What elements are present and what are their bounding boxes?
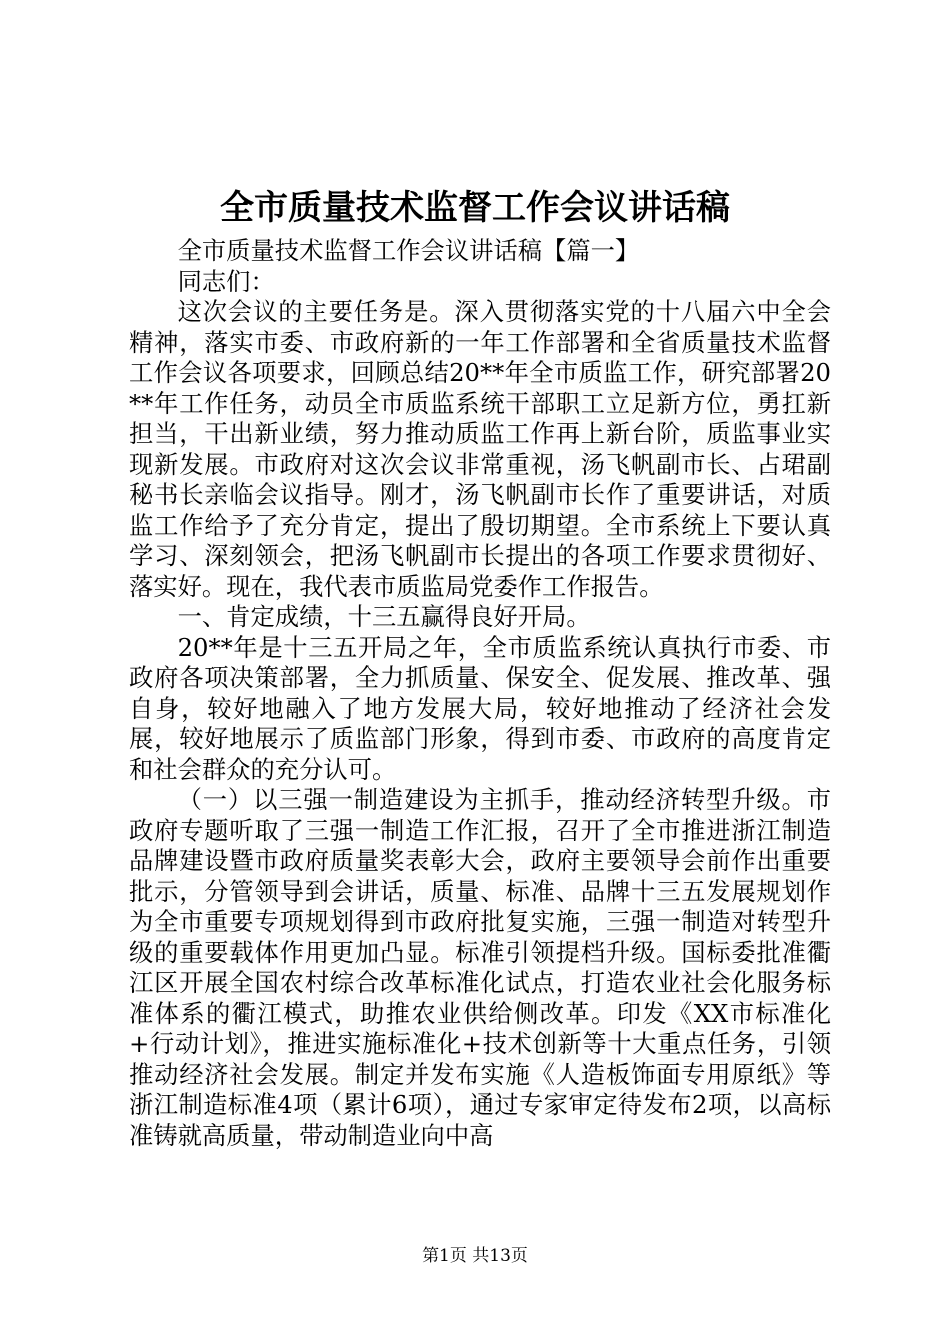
document-body: [129, 236, 831, 1151]
subheading: 一、肯定成绩，十三五赢得良好开局。: [177, 602, 591, 631]
document-title: 全市质量技术监督工作会议讲话稿: [220, 188, 730, 228]
salutation: 同志们：: [177, 266, 275, 296]
page-number: 第1页 共13页: [422, 1246, 528, 1266]
section-heading: 全市质量技术监督工作会议讲话稿【篇一】: [177, 236, 640, 265]
paragraph: 20**年是十三五开局之年，全市质监系统认真执行市委、市政府各项决策部署，全力抓质量、保安全、促发展、推改革、强自身，较好地融入了地方发展大局，较好地推动了经济社会发展，较好地展示了质监部门形象，得到市委、市政府的高度肯定和社会群众的充分认可。: [129, 632, 831, 784]
paragraph: （一）以三强一制造建设为主抓手，推动经济转型升级。市政府专题听取了三强一制造工作汇报，召开了全市推进浙江制造品牌建设暨市政府质量奖表彰大会，政府主要领导会前作出重要批示，分管领导到会讲话，质量、标准、品牌十三五发展规划作为全市重要专项规划得到市政府批复实施，三强一制造对转型升级的重要载体作用更加凸显。标准引领提档升级。国标委批准衢江区开展全国农村综合改革标准化试点，打造农业社会化服务标准体系的衢江模式，助推农业供给侧改革。印发《XX市标准化+行动计划》，推进实施标准化+技术创新等十大重点任务，引领推动经济社会发展。制定并发布实施《人造板饰面专用原纸》等浙江制造标准4项（累计6项），通过专家审定待发布2项，以高标准铸就高质量，带动制造业向中高: [129, 785, 831, 1150]
paragraph: 这次会议的主要任务是。深入贯彻落实党的十八届六中全会精神，落实市委、市政府新的一年工作部署和全省质量技术监督工作会议各项要求，回顾总结20**年全市质监工作，研究部署20**年工作任务，动员全市质监系统干部职工立足新方位，勇扛新担当，干出新业绩，努力推动质监工作再上新台阶，质监事业实现新发展。市政府对这次会议非常重视，汤飞帆副市长、占珺副秘书长亲临会议指导。刚才，汤飞帆副市长作了重要讲话，对质监工作给予了充分肯定，提出了殷切期望。全市系统上下要认真学习、深刻领会，把汤飞帆副市长提出的各项工作要求贯彻好、落实好。现在，我代表市质监局党委作工作报告。: [129, 297, 831, 601]
